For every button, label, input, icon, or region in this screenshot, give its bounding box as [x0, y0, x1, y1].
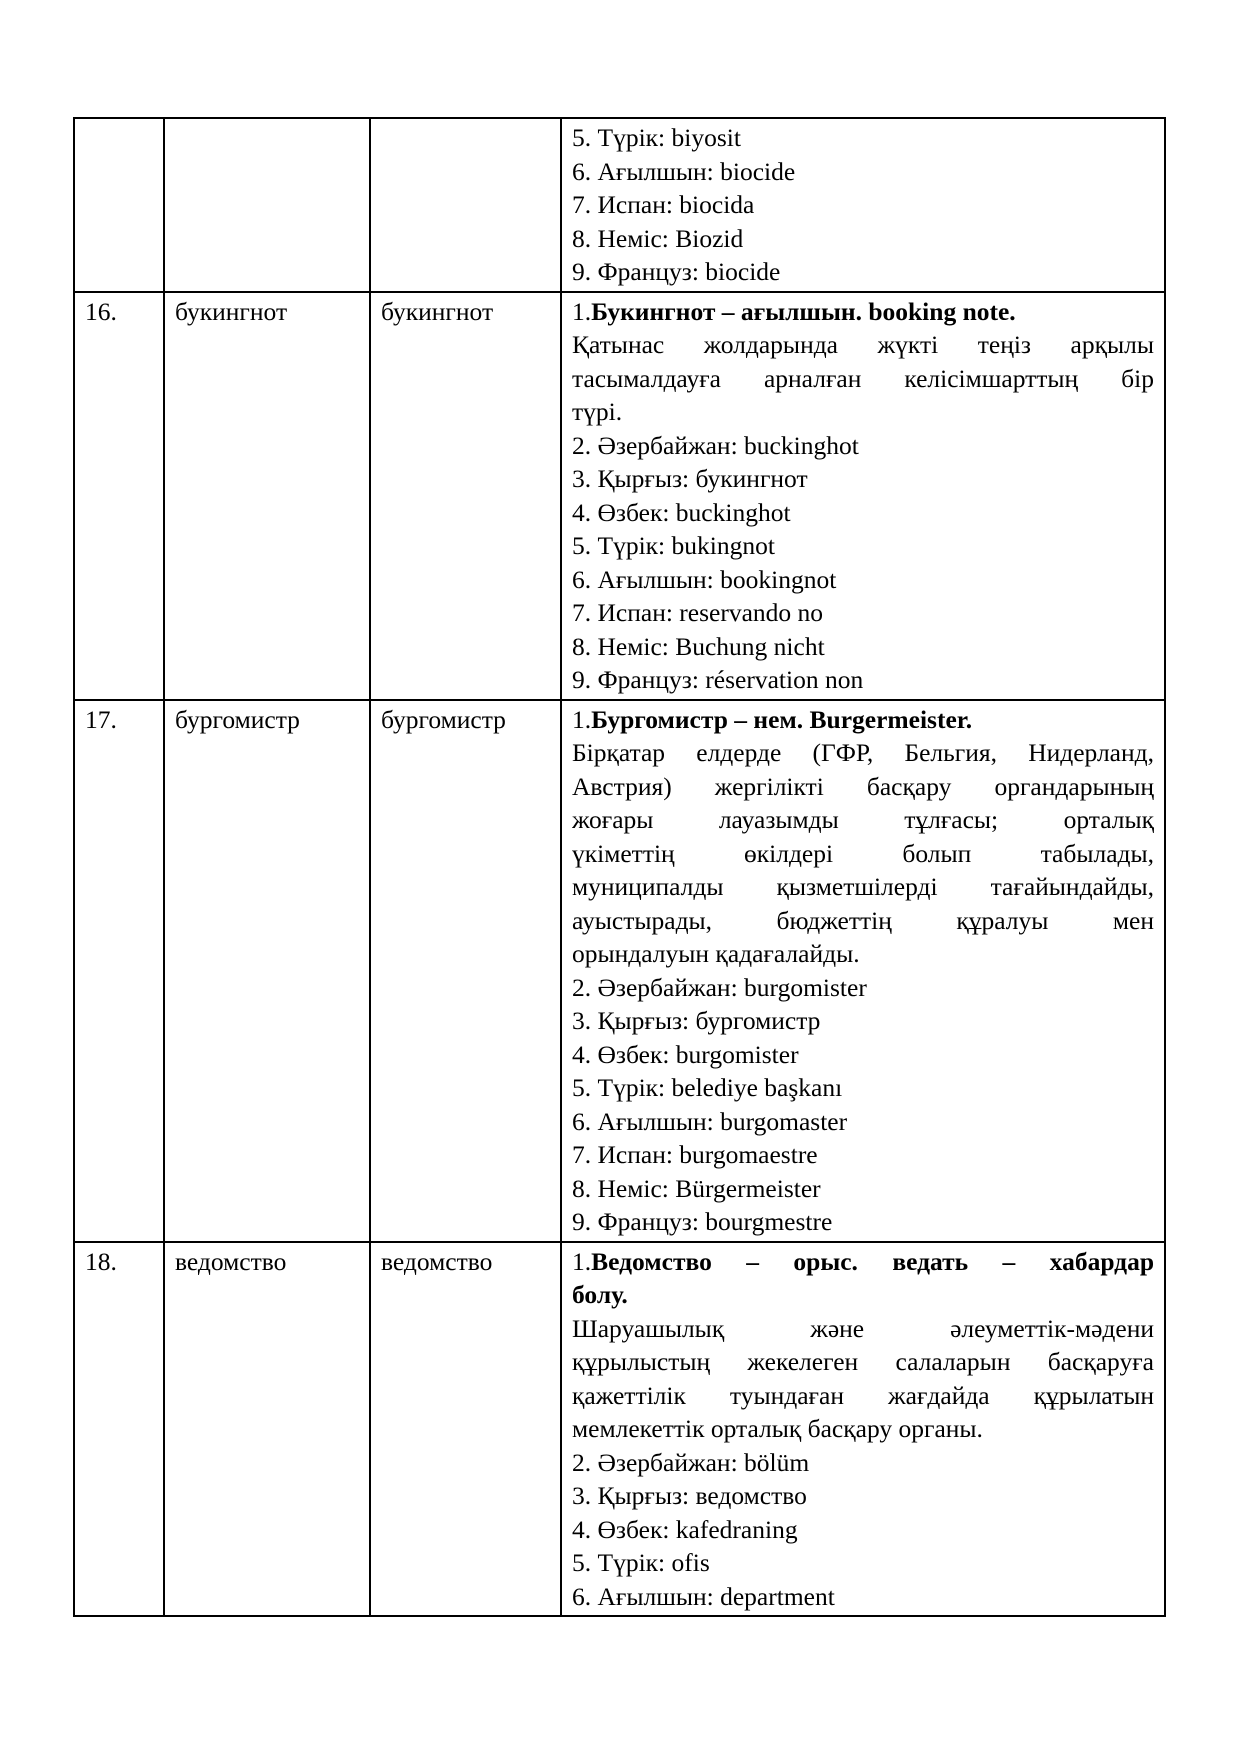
definition-line: үкіметтің өкілдері болып табылады, — [572, 838, 1154, 868]
term-cell-2: ведомство — [370, 1242, 561, 1617]
entry-heading-cont: болу. — [572, 1280, 628, 1309]
translation-line: 3. Қырғыз: бургомистр — [572, 1006, 821, 1035]
translations-cell — [561, 1242, 1165, 1617]
translation-line: 8. Неміс: Bürgermeister — [572, 1173, 821, 1203]
translations-cell — [561, 292, 1165, 700]
translation-line: 9. Француз: réservation non — [572, 665, 864, 694]
translation-line: 3. Қырғыз: ведомство — [572, 1481, 807, 1510]
definition-line: Бірқатар елдерде (ГФР, Бельгия, Нидерланд, — [572, 738, 1154, 767]
translation-line: 5. Түрік: bukingnot — [572, 531, 775, 560]
row-number: 17. — [74, 700, 164, 1242]
definition-line: орындалуын қадағалайды. — [572, 939, 860, 968]
translations-cell — [561, 700, 1165, 1242]
translation-line: 6. Ағылшын: department — [572, 1581, 835, 1611]
term-cell: букингнот — [164, 292, 370, 700]
row-number — [74, 118, 164, 292]
translation-line: 7. Испан: burgomaestre — [572, 1140, 818, 1169]
row-number: 16. — [74, 292, 164, 700]
translation-line: 7. Испан: reservando no — [572, 598, 824, 627]
translation-line: 2. Әзербайжан: burgomister — [572, 972, 867, 1002]
translation-line: 5. Түрік: biyosit — [572, 123, 741, 152]
translation-line: 4. Өзбек: burgomister — [572, 1039, 799, 1069]
row-number: 18. — [74, 1242, 164, 1617]
definition-line: тасымалдауға арналған келісімшарттың бір — [572, 363, 1154, 393]
definition-line: жоғары лауазымды тұлғасы; орталық — [572, 805, 1154, 834]
term-cell-2: букингнот — [370, 292, 561, 700]
translations-cell — [561, 118, 1165, 292]
terms-table — [73, 117, 1166, 1617]
definition-line: муниципалды қызметшілерді тағайындайды, — [572, 872, 1154, 901]
term-cell-2 — [370, 118, 561, 292]
translation-line: 9. Француз: biocide — [572, 257, 781, 286]
table-row — [74, 118, 1165, 292]
term-cell — [164, 118, 370, 292]
translation-line: 7. Испан: biocida — [572, 190, 755, 219]
translation-line: 5. Түрік: ofis — [572, 1548, 710, 1577]
translation-line: 3. Қырғыз: букингнот — [572, 464, 808, 493]
translation-line: 2. Әзербайжан: buckinghot — [572, 430, 859, 460]
definition-line: Австрия) жергілікті басқару органдарының — [572, 771, 1154, 801]
definition-line: құрылыстың жекелеген салаларын басқаруға — [572, 1347, 1154, 1376]
translation-line: 6. Ағылшын: burgomaster — [572, 1106, 848, 1136]
translation-line: 2. Әзербайжан: bölüm — [572, 1447, 810, 1477]
table-row — [74, 1242, 1165, 1617]
translation-line: 6. Ағылшын: bookingnot — [572, 564, 837, 594]
translation-line: 8. Неміс: Biozid — [572, 223, 744, 253]
definition-line: Шаруашылық және әлеуметтік-мәдени — [572, 1313, 1154, 1343]
table-row — [74, 292, 1165, 700]
term-cell-2: бургомистр — [370, 700, 561, 1242]
definition-line: түрі. — [572, 397, 623, 426]
translation-line: 6. Ағылшын: biocide — [572, 156, 796, 186]
definition-line: ауыстырады, бюджеттің құралуы мен — [572, 905, 1154, 935]
definition-line: Қатынас жолдарында жүкті теңіз арқылы — [572, 330, 1154, 359]
entry-heading: 1.Ведомство – орыс. ведать – хабардар — [572, 1246, 1154, 1276]
translation-line: 8. Неміс: Buchung nicht — [572, 631, 825, 661]
translation-line: 4. Өзбек: kafedraning — [572, 1514, 798, 1544]
term-cell: ведомство — [164, 1242, 370, 1617]
term-cell: бургомистр — [164, 700, 370, 1242]
entry-heading: 1.Букингнот – ағылшын. booking note. — [572, 296, 1016, 326]
definition-line: қажеттілік туындаған жағдайда құрылатын — [572, 1380, 1154, 1410]
translation-line: 4. Өзбек: buckinghot — [572, 497, 791, 527]
translation-line: 5. Түрік: belediye başkanı — [572, 1073, 843, 1102]
translation-line: 9. Француз: bourgmestre — [572, 1207, 833, 1236]
definition-line: мемлекеттік орталық басқару органы. — [572, 1414, 983, 1443]
entry-heading: 1.Бургомистр – нем. Burgermeister. — [572, 704, 973, 734]
table-row — [74, 700, 1165, 1242]
